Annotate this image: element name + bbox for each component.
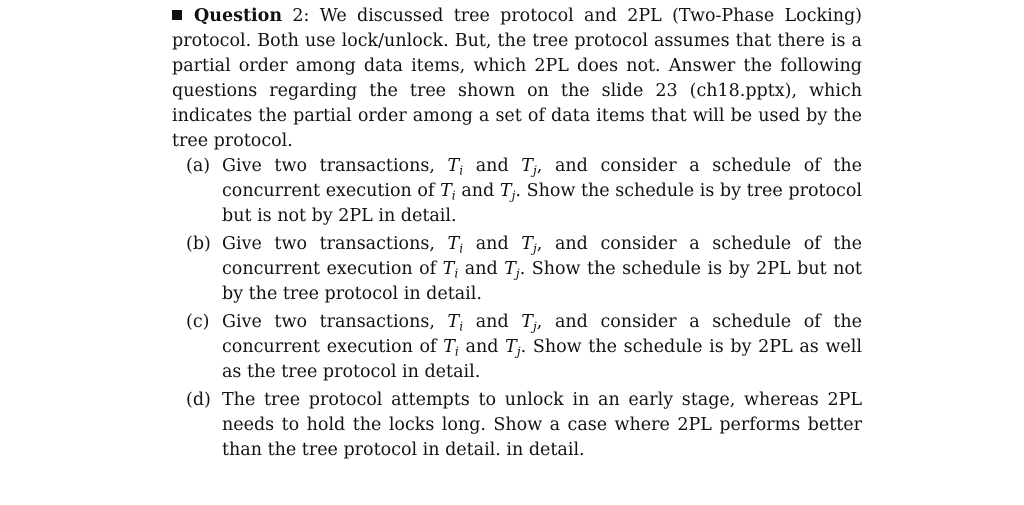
sub-question-text: . Show the schedule is by tree protocol but is not by 2PL in detail. bbox=[222, 181, 862, 226]
var-tj: $T_j$ bbox=[499, 181, 516, 203]
sub-question-label: (a) bbox=[186, 156, 211, 176]
question-paragraph bbox=[172, 4, 862, 154]
sub-question-text: and bbox=[475, 234, 509, 254]
sub-question-text: and bbox=[465, 337, 499, 357]
sub-question-text: and bbox=[461, 181, 495, 201]
var-tj: $T_j$ bbox=[504, 259, 520, 281]
sub-question-text: and bbox=[475, 312, 509, 332]
sub-question-text: Give two transactions, bbox=[222, 234, 435, 254]
sub-question-text: . Show the schedule is by 2PL but not by the tree protocol in detail. bbox=[222, 259, 862, 304]
square-bullet-icon bbox=[172, 10, 182, 20]
sub-question-text: The tree protocol attempts to unlock in an early stage, whereas 2PL needs to hold the locks long. Show a case where 2PL performs better than the tree protocol in detail. in detail. bbox=[222, 390, 862, 460]
var-ti: $T_i$ bbox=[447, 156, 464, 178]
sub-question-text: Give two transactions, bbox=[222, 312, 435, 332]
sub-question-a bbox=[186, 154, 862, 229]
question-number: 2: bbox=[292, 6, 310, 26]
sub-question-text: , and consider a schedule of the concurrent execution of bbox=[222, 156, 862, 201]
sub-question-label: (b) bbox=[186, 234, 211, 254]
sub-question-text: , and consider a schedule of the concurrent execution of bbox=[222, 234, 862, 279]
question-heading: Question bbox=[194, 6, 283, 26]
sub-question-c bbox=[186, 310, 862, 385]
sub-question-b bbox=[186, 232, 862, 307]
sub-question-list bbox=[186, 154, 862, 466]
sub-question-text: and bbox=[475, 156, 509, 176]
sub-question-label: (c) bbox=[186, 312, 210, 332]
sub-question-label: (d) bbox=[186, 390, 211, 410]
var-ti: $T_i$ bbox=[447, 312, 464, 334]
var-tj: $T_j$ bbox=[505, 337, 521, 359]
question-text: We discussed tree protocol and 2PL (Two-Phase Locking) protocol. Both use lock/unlock. But, the tree protocol assumes that there is a partial order among data items, which 2PL does not. Answer the following questions regarding the tree shown on the slide 23 (ch18.pptx), which indicates the partial order among a set of data items that will be used by the tree protocol. bbox=[172, 6, 862, 151]
var-ti: $T_i$ bbox=[447, 234, 464, 256]
var-tj: $T_j$ bbox=[521, 156, 537, 178]
var-ti: $T_i$ bbox=[440, 181, 456, 203]
var-ti: $T_i$ bbox=[443, 337, 459, 359]
sub-question-text: . Show the schedule is by 2PL as well as the tree protocol in detail. bbox=[222, 337, 862, 382]
var-tj: $T_j$ bbox=[521, 312, 537, 334]
var-ti: $T_i$ bbox=[442, 259, 459, 281]
sub-question-d bbox=[186, 388, 862, 463]
sub-question-text: Give two transactions, bbox=[222, 156, 435, 176]
sub-question-text: , and consider a schedule of the concurrent execution of bbox=[222, 312, 862, 357]
var-tj: $T_j$ bbox=[521, 234, 537, 256]
sub-question-text: and bbox=[464, 259, 498, 279]
